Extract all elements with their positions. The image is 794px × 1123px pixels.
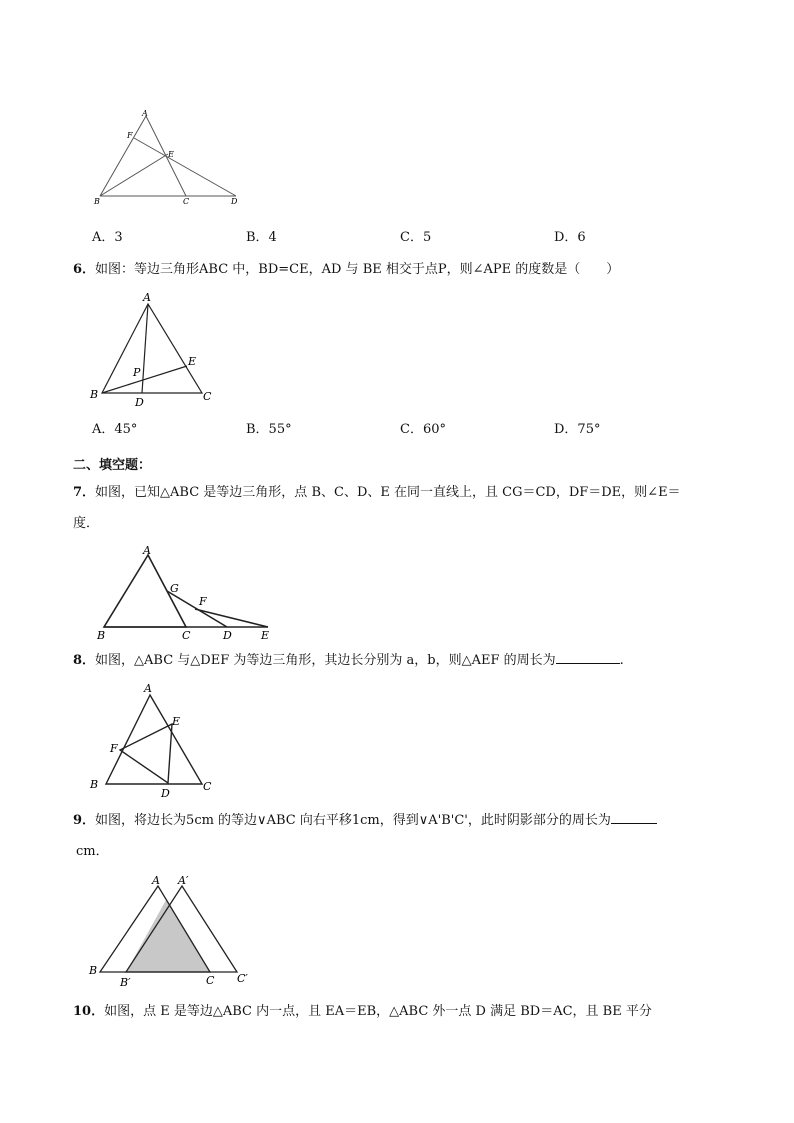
q5-option-a: A．3 (92, 230, 123, 245)
q8-label-d: D (161, 787, 170, 800)
q6-number: 6． (73, 262, 96, 277)
q6-text: 如图：等边三角形ABC 中，BD=CE，AD 与 BE 相交于点P，则∠APE 的度数是（ ） (95, 262, 620, 277)
q8-figure (86, 680, 221, 800)
q6-label-a: A (143, 291, 151, 304)
q7-question-line1 (73, 485, 681, 501)
q8-label-c: C (203, 780, 212, 793)
q6-option-b: B．55° (246, 422, 292, 437)
q5-option-d: D．6 (554, 230, 586, 245)
q5-label-e: E (168, 150, 174, 159)
q9-label-a-prime: A′ (178, 874, 189, 887)
q6-option-a: A．45° (92, 422, 138, 437)
q10-text: 如图，点 E 是等边△ABC 内一点，且 EA＝EB，△ABC 外一点 D 满足 BD＝AC，且 BE 平分 (104, 1004, 652, 1019)
q9-number: 9． (73, 813, 96, 828)
q7-label-c: C (182, 629, 191, 642)
q8-number: 8． (73, 653, 96, 668)
q8-label-a: A (144, 682, 152, 695)
q9-label-a: A (152, 874, 160, 887)
q9-answer-blank[interactable] (611, 823, 657, 824)
q9-figure (86, 870, 256, 988)
q5-label-c: C (183, 197, 190, 206)
q9-label-b: B (89, 964, 98, 977)
q9-label-c-prime: C′ (237, 972, 248, 985)
q6-option-c: C．60° (400, 422, 446, 437)
q5-label-a: A (142, 109, 148, 118)
q6-label-d: D (135, 396, 144, 408)
q7-label-f: F (199, 595, 207, 608)
q9-text: 如图，将边长为5cm 的等边∨ABC 向右平移1cm，得到∨A'B'C'，此时阴影部分的周长为 (95, 813, 611, 828)
q10-number: 10． (73, 1004, 105, 1019)
q5-label-f: F (127, 131, 133, 140)
q7-figure (92, 540, 277, 642)
q8-label-f: F (110, 742, 118, 755)
q7-label-g: G (170, 582, 179, 595)
q7-text: 如图，已知△ABC 是等边三角形，点 B、C、D、E 在同一直线上，且 CG＝CD，DF＝DE，则∠E＝ (95, 485, 681, 500)
q8-answer-blank[interactable] (556, 663, 620, 664)
q8-end: . (619, 653, 624, 668)
q7-label-a: A (143, 544, 151, 557)
q6-question (73, 262, 619, 278)
q5-option-c: C．5 (400, 230, 432, 245)
q9-label-c: C (206, 974, 215, 987)
q9-question (73, 813, 657, 829)
q8-question (73, 653, 624, 669)
q9-question-line2: cm． (76, 844, 109, 859)
section-title: 二、填空题： (73, 458, 152, 473)
q9-label-b-prime: B′ (120, 976, 131, 988)
q8-text: 如图，△ABC 与△DEF 为等边三角形，其边长分别为 a，b，则△AEF 的周长为 (95, 653, 556, 668)
q7-label-b: B (97, 629, 106, 642)
q8-label-e: E (172, 715, 181, 728)
q7-label-d: D (223, 629, 232, 642)
q5-figure (90, 108, 250, 208)
q7-number: 7． (73, 485, 96, 500)
q6-option-d: D．75° (554, 422, 601, 437)
q6-figure (86, 288, 226, 408)
q7-question-line2: 度． (73, 516, 100, 531)
q6-label-p: P (133, 366, 141, 379)
q6-label-c: C (203, 390, 212, 403)
q10-question (73, 1004, 652, 1020)
q5-option-b: B．4 (246, 230, 277, 245)
q6-label-e: E (188, 355, 197, 368)
q6-label-b: B (90, 388, 99, 401)
q5-label-d: D (231, 197, 238, 206)
q5-label-b: B (94, 197, 100, 206)
q8-label-b: B (90, 778, 99, 791)
q7-label-e: E (261, 629, 270, 642)
